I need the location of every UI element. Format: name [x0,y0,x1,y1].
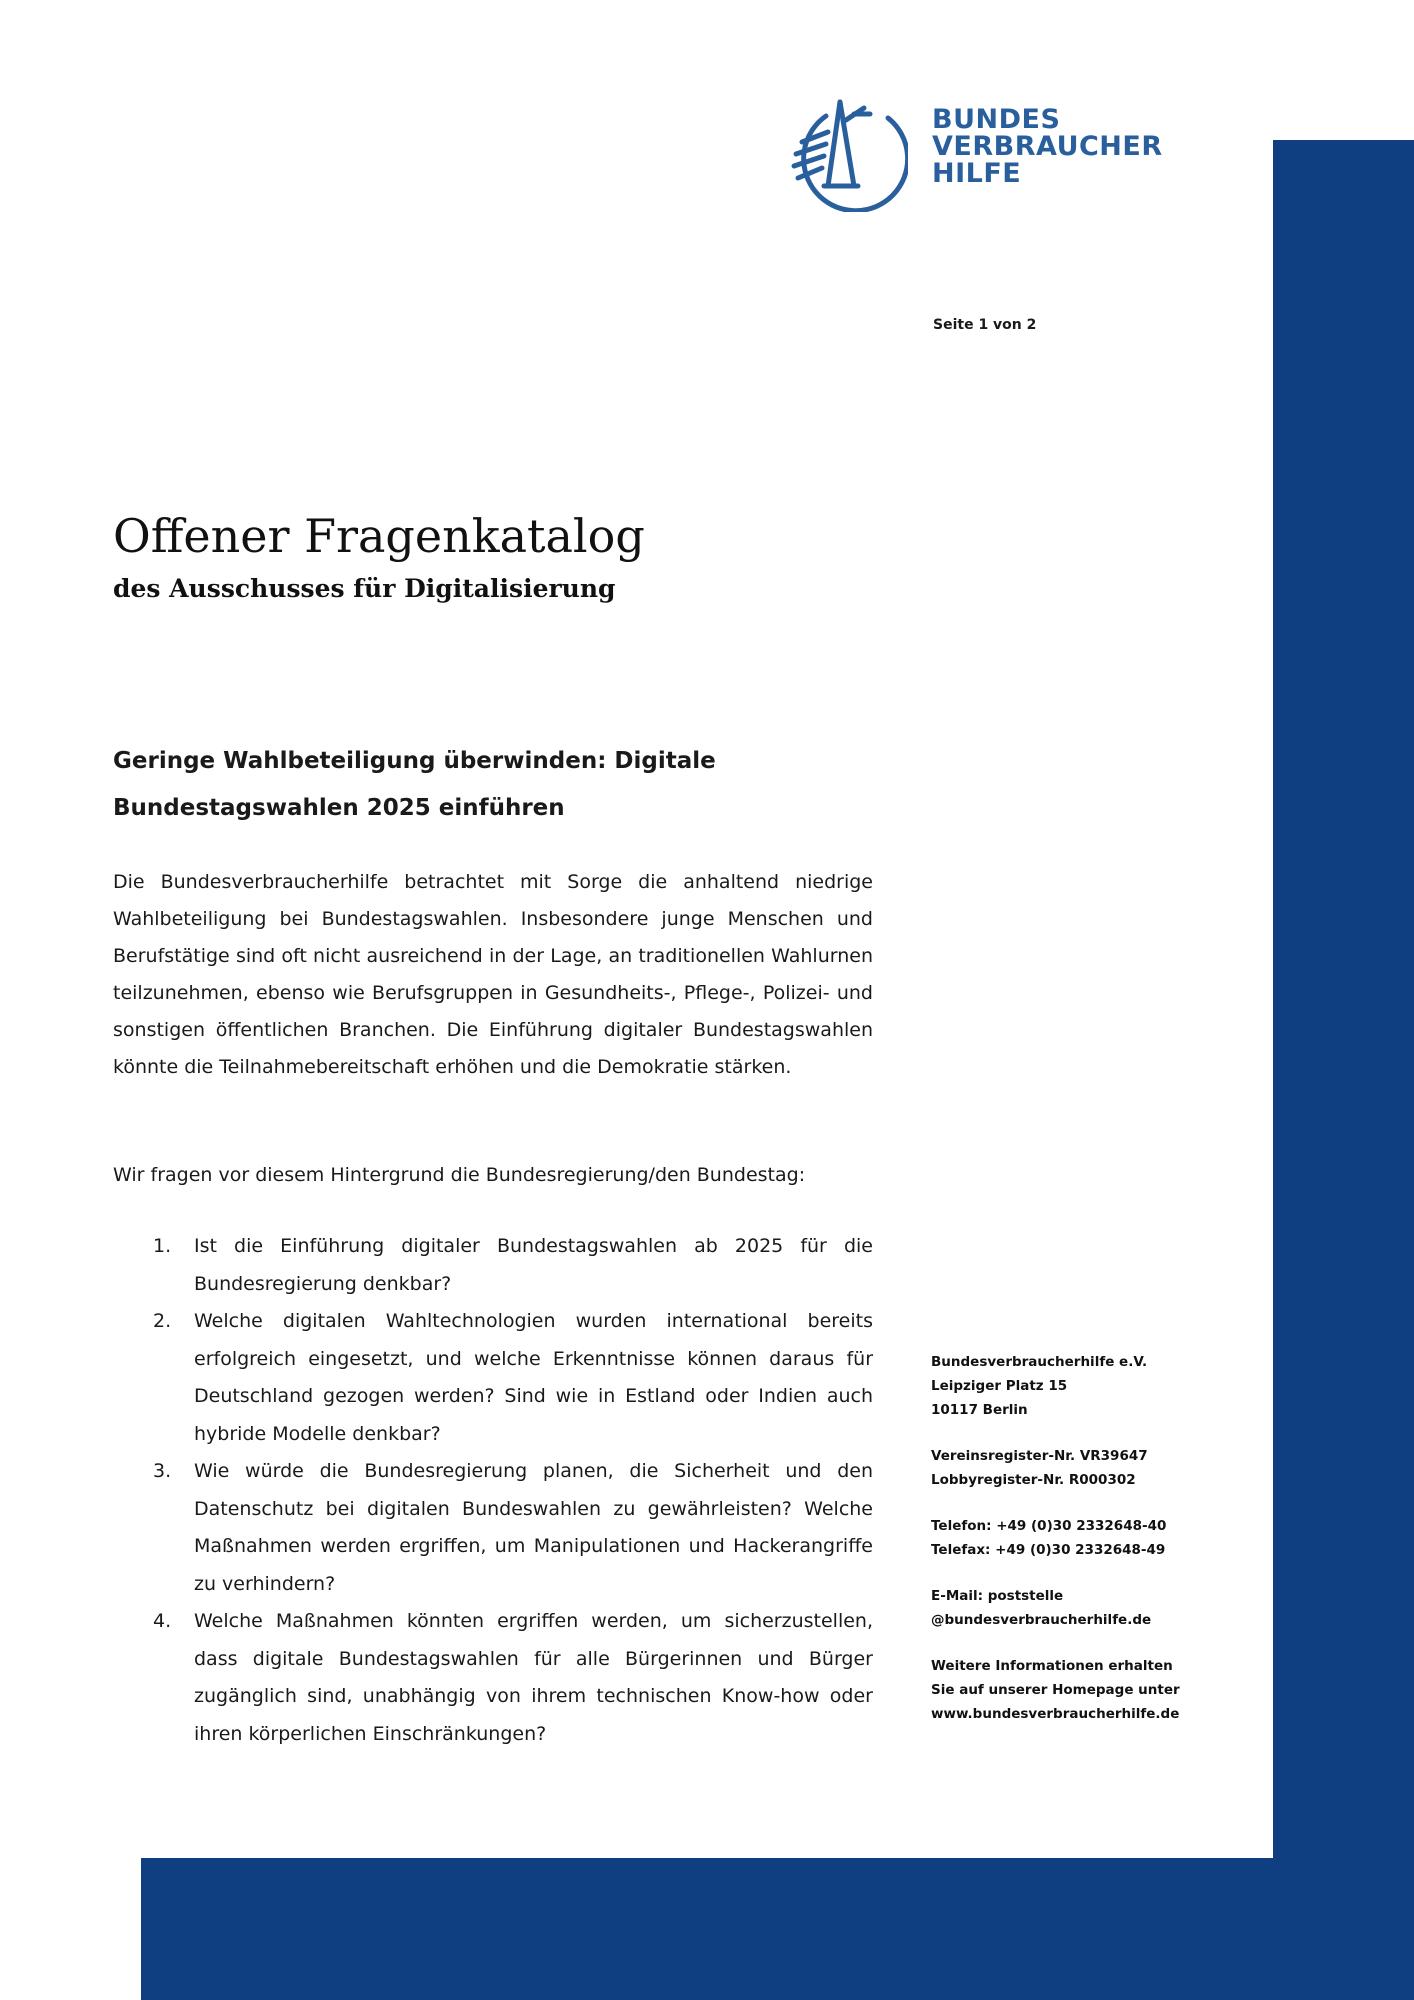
association-register: Vereinsregister-Nr. VR39647 [931,1448,1148,1464]
logo-line-2: VERBRAUCHER [932,131,1163,162]
logo-wordmark [932,106,1163,187]
section-heading: Geringe Wahlbeteiligung überwinden: Digitale Bundestagswahlen 2025 einführen [113,748,716,821]
bundesverbraucherhilfe-logo [788,94,1208,214]
email-block [931,1584,1181,1632]
contact-sidebar [931,1350,1181,1748]
list-item [113,1303,873,1453]
telefax: Telefax: +49 (0)30 2332648-49 [931,1542,1166,1558]
question-number: 1. [153,1235,172,1257]
email-line-1: E-Mail: poststelle [931,1588,1064,1604]
website-url: www.bundesverbraucherhilfe.de [931,1706,1180,1722]
page-number: Seite 1 von 2 [933,317,1037,333]
eagle-emblem-icon [788,94,908,212]
document-subtitle: des Ausschusses für Digitalisierung [113,574,616,603]
question-number: 2. [153,1310,172,1332]
logo-line-3: HILFE [932,158,1022,189]
lobby-register: Lobbyregister-Nr. R000302 [931,1472,1136,1488]
list-item [113,1228,873,1303]
telephone: Telefon: +49 (0)30 2332648-40 [931,1518,1167,1534]
website-note-1: Weitere Informationen erhalten [931,1658,1173,1674]
register-block [931,1444,1181,1492]
document-title: Offener Fragenkatalog [113,509,645,563]
question-text: Ist die Einführung digitaler Bundestagswahlen ab 2025 für die Bundesregierung denkbar? [194,1235,873,1295]
list-item [113,1453,873,1603]
question-lead: Wir fragen vor diesem Hintergrund die Bundesregierung/den Bundestag: [113,1164,806,1186]
website-note-2: Sie auf unserer Homepage unter [931,1682,1180,1698]
logo-line-1: BUNDES [932,104,1061,135]
question-text: Wie würde die Bundesregierung planen, die Sicherheit und den Datenschutz bei digitalen Bundeswahlen zu gewährleisten? Welche Maßnahmen werden ergriffen, um Manipulationen und Hackerangriffe zu verhindern? [194,1460,873,1595]
address-block [931,1350,1181,1422]
question-number: 4. [153,1610,172,1632]
org-name: Bundesverbraucherhilfe e.V. [931,1354,1148,1370]
intro-paragraph: Die Bundesverbraucherhilfe betrachtet mit Sorge die anhaltend niedrige Wahlbeteiligung bei Bundestagswahlen. Insbesondere junge Menschen und Berufstätige sind oft nicht ausreichend in der Lage, an traditionellen Wahlurnen teilzunehmen, ebenso wie Berufsgruppen in Gesundheits-, Pflege-, Polizei- und sonstigen öffentlichen Branchen. Die Einführung digitaler Bundestagswahlen könnte die Teilnahmebereitschaft erhöhen und die Demokratie stärken. [113,871,873,1078]
website-block [931,1654,1181,1726]
question-list [113,1228,873,1753]
city: 10117 Berlin [931,1402,1028,1418]
decorative-blue-band-bottom [141,1858,1414,2000]
question-text: Welche digitalen Wahltechnologien wurden international bereits erfolgreich eingesetzt, und welche Erkenntnisse können daraus für Deutschland gezogen werden? Sind wie in Estland oder Indien auch hybride Modelle denkbar? [194,1310,873,1445]
street: Leipziger Platz 15 [931,1378,1068,1394]
question-text: Welche Maßnahmen könnten ergriffen werden, um sicherzustellen, dass digitale Bundestagswahlen für alle Bürgerinnen und Bürger zugänglich sind, unabhängig von ihrem technischen Know-how oder ihren körperlichen Einschränkungen? [194,1610,873,1745]
list-item [113,1603,873,1753]
decorative-blue-band-right [1273,140,1414,2000]
question-number: 3. [153,1460,172,1482]
email-line-2: @bundesverbraucherhilfe.de [931,1612,1152,1628]
phone-block [931,1514,1181,1562]
